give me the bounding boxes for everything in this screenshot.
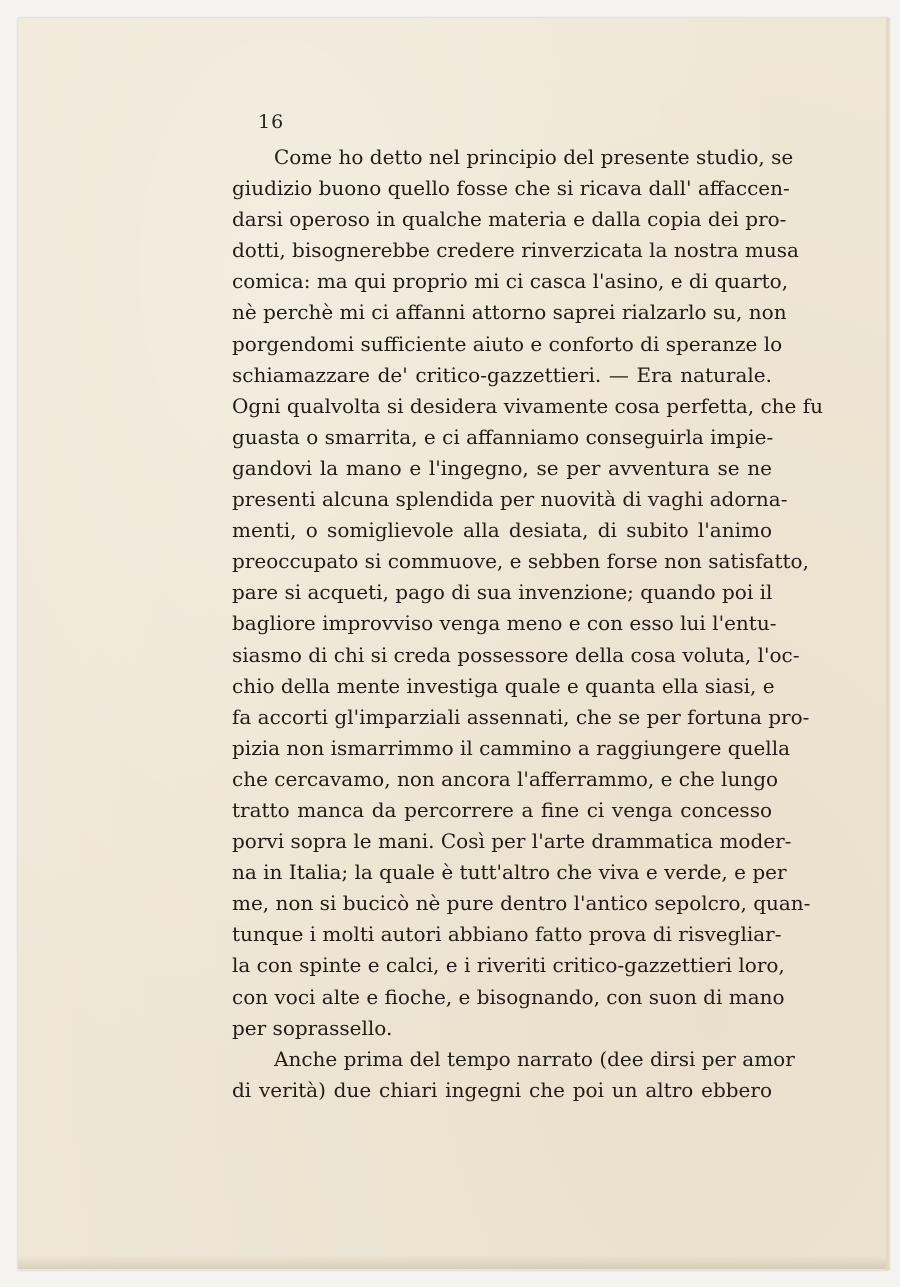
text-line: bagliore improvviso venga meno e con esso lui l'entu-	[232, 611, 777, 636]
text-line: dotti, bisognerebbe credere rinverzicata la nostra musa	[232, 238, 799, 263]
text-line: la con spinte e calci, e i riveriti critico-gazzettieri loro,	[232, 953, 785, 978]
text-line: Ogni qualvolta si desidera vivamente cosa perfetta, che fu	[232, 393, 824, 418]
text-line: presenti alcuna splendida per nuovità di vaghi adorna-	[232, 487, 788, 512]
text-line: siasmo di chi si creda possessore della cosa voluta, l'oc-	[232, 642, 800, 667]
page-edge-shadow	[18, 1255, 886, 1269]
text-line: di verità) due chiari ingegni che poi un altro ebbero	[232, 1077, 772, 1102]
text-line: me, non si bucicò nè pure dentro l'antico sepolcro, quan-	[232, 891, 811, 916]
text-line: fa accorti gl'imparziali assennati, che se per fortuna pro-	[232, 704, 810, 729]
text-line: pizia non ismarrimmo il cammino a raggiungere quella	[232, 735, 791, 760]
text-line: schiamazzare de' critico-gazzettieri. — Era naturale.	[232, 362, 772, 387]
text-line: gandovi la mano e l'ingegno, se per avventura se ne	[232, 455, 772, 480]
text-line: darsi operoso in qualche materia e dalla copia dei pro-	[232, 207, 787, 232]
text-line: porvi sopra le mani. Così per l'arte drammatica moder-	[232, 829, 792, 854]
text-line: Come ho detto nel principio del presente studio, se	[274, 145, 794, 169]
text-line: chio della mente investiga quale e quanta ella siasi, e	[232, 673, 775, 698]
body-text	[232, 142, 824, 1106]
text-line: tunque i molti autori abbiano fatto prova di risvegliar-	[232, 922, 782, 947]
text-line: preoccupato si commuove, e sebben forse non satisfatto,	[232, 549, 809, 574]
text-line: per soprassello.	[232, 1015, 393, 1040]
text-line: tratto manca da percorrere a fine ci venga concesso	[232, 797, 772, 822]
text-line: na in Italia; la quale è tutt'altro che viva e verde, e per	[232, 860, 787, 885]
text-line: nè perchè mi ci affanni attorno saprei rialzarlo su, non	[232, 300, 787, 325]
text-line: comica: ma qui proprio mi ci casca l'asino, e di quarto,	[232, 269, 789, 294]
text-line: guasta o smarrita, e ci affanniamo conseguirla impie-	[232, 424, 774, 449]
text-line: con voci alte e fioche, e bisognando, con suon di mano	[232, 984, 785, 1009]
text-line: porgendomi sufficiente aiuto e conforto di speranze lo	[232, 331, 783, 356]
text-line: che cercavamo, non ancora l'afferrammo, e che lungo	[232, 766, 779, 791]
page-number: 16	[258, 111, 285, 133]
text-line: pare si acqueti, pago di sua invenzione; quando poi il	[232, 580, 773, 605]
book-page	[18, 18, 889, 1270]
text-line: giudizio buono quello fosse che si ricava dall' affaccen-	[232, 176, 790, 201]
text-line: Anche prima del tempo narrato (dee dirsi per amor	[274, 1046, 795, 1071]
text-line: menti, o somiglievole alla desiata, di subito l'animo	[232, 518, 772, 543]
